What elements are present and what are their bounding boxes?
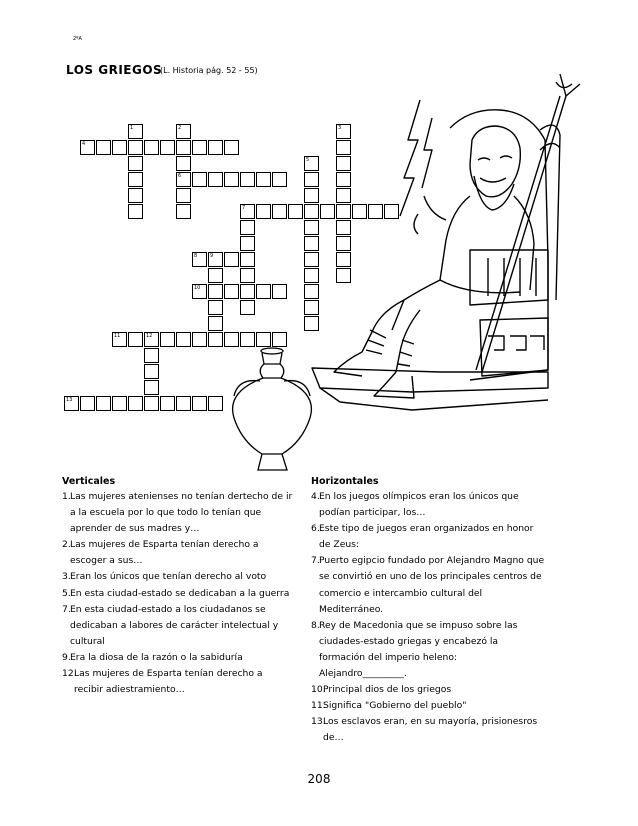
clue-item-text: Los esclavos eran, en su mayoría, prisionesros de…: [323, 716, 538, 744]
clue-item: [62, 602, 294, 650]
clue-item-number: 7.: [62, 603, 71, 615]
clue-number: 6: [178, 173, 182, 179]
clue-item-text: Las mujeres de Esparta tenían derecho a recibir adiestramiento…: [74, 668, 263, 696]
page-title: LOS GRIEGOS: [66, 63, 163, 77]
verticales-heading: Verticales: [62, 476, 116, 487]
amphora-illustration: [233, 348, 312, 470]
clue-item-number: 13.: [311, 716, 326, 728]
clue-item-number: 9.: [62, 651, 71, 663]
clue-item-number: 8.: [311, 619, 320, 631]
clue-item: [311, 682, 547, 698]
horizontales-list: [311, 489, 547, 747]
clue-item-number: 3.: [62, 571, 71, 583]
clue-item: [62, 586, 294, 602]
clue-number: 2: [178, 125, 182, 131]
clue-number: 10: [194, 285, 201, 291]
clue-item: [311, 489, 547, 521]
clue-item: [62, 569, 294, 585]
page-number: 208: [307, 772, 331, 786]
class-tag: 2ºA: [73, 36, 82, 42]
clue-item: [311, 698, 547, 714]
clue-number: 12: [146, 333, 153, 339]
page-subtitle: (L. Historia pág. 52 - 55): [160, 66, 258, 75]
clue-item: [311, 714, 547, 746]
clue-item-text: Significa "Gobierno del pueblo": [323, 700, 467, 712]
clue-item-number: 1.: [62, 491, 71, 502]
clue-item: [311, 553, 547, 617]
clue-item-text: Principal dios de los griegos: [323, 684, 452, 696]
clue-number: 3: [338, 125, 342, 131]
clue-item-text: En los juegos olímpicos eran los únicos que podían participar, los…: [319, 491, 519, 519]
clue-item-number: 7.: [311, 555, 320, 567]
clue-item: [311, 618, 547, 682]
clue-number: 9: [210, 253, 214, 259]
clue-item: [62, 489, 294, 537]
clue-number: 1: [130, 125, 134, 131]
clue-item-text: Eran los únicos que tenían derecho al voto: [70, 571, 267, 583]
clue-item-text: Este tipo de juegos eran organizados en honor de Zeus:: [319, 523, 534, 551]
clue-number: 4: [82, 141, 86, 147]
clue-number: 13: [66, 397, 73, 403]
clue-item-number: 2.: [62, 539, 71, 551]
horizontales-heading: Horizontales: [311, 476, 379, 487]
horizontales-section: [311, 474, 547, 747]
clue-item-number: 4.: [311, 491, 320, 502]
clue-item: [311, 521, 547, 553]
clue-item-number: 12.: [62, 668, 77, 680]
clue-item-text: En esta ciudad-estado a los ciudadanos se dedicaban a labores de carácter intelectual y cultural: [70, 603, 279, 647]
clue-number: 11: [114, 333, 121, 339]
verticales-list: [62, 489, 294, 698]
clue-number: 5: [306, 157, 310, 163]
clue-item-number: 10.: [311, 684, 326, 696]
clue-item-text: Era la diosa de la razón o la sabiduría: [70, 651, 243, 663]
clue-item: [62, 650, 294, 666]
clue-item-number: 6.: [311, 523, 320, 535]
clue-item-text: Puerto egipcio fundado por Alejandro Magno que se convirtió en uno de los principales centros de comercio e intercambio cultural del Mediterráneo.: [319, 555, 545, 615]
clue-number: 8: [194, 253, 198, 259]
clue-item: [62, 666, 294, 698]
verticales-section: [62, 474, 294, 698]
clue-number: 7: [242, 205, 246, 211]
clue-item-number: 11.: [311, 700, 326, 712]
clue-item-number: 5.: [62, 587, 71, 599]
clue-item: [62, 537, 294, 569]
zeus-illustration: [312, 74, 580, 410]
clue-item-text: Las mujeres atenienses no tenían dertecho de ir a la escuela por lo que todo lo tenían que aprender de sus madres y…: [70, 491, 293, 535]
clue-item-text: Rey de Macedonia que se impuso sobre las ciudades-estado griegas y encabezó la formación del imperio heleno: Alejandro_________.: [319, 619, 518, 680]
clue-item-text: En esta ciudad-estado se dedicaban a la guerra: [70, 587, 290, 599]
clue-item-text: Las mujeres de Esparta tenían derecho a escoger a sus…: [70, 539, 259, 567]
